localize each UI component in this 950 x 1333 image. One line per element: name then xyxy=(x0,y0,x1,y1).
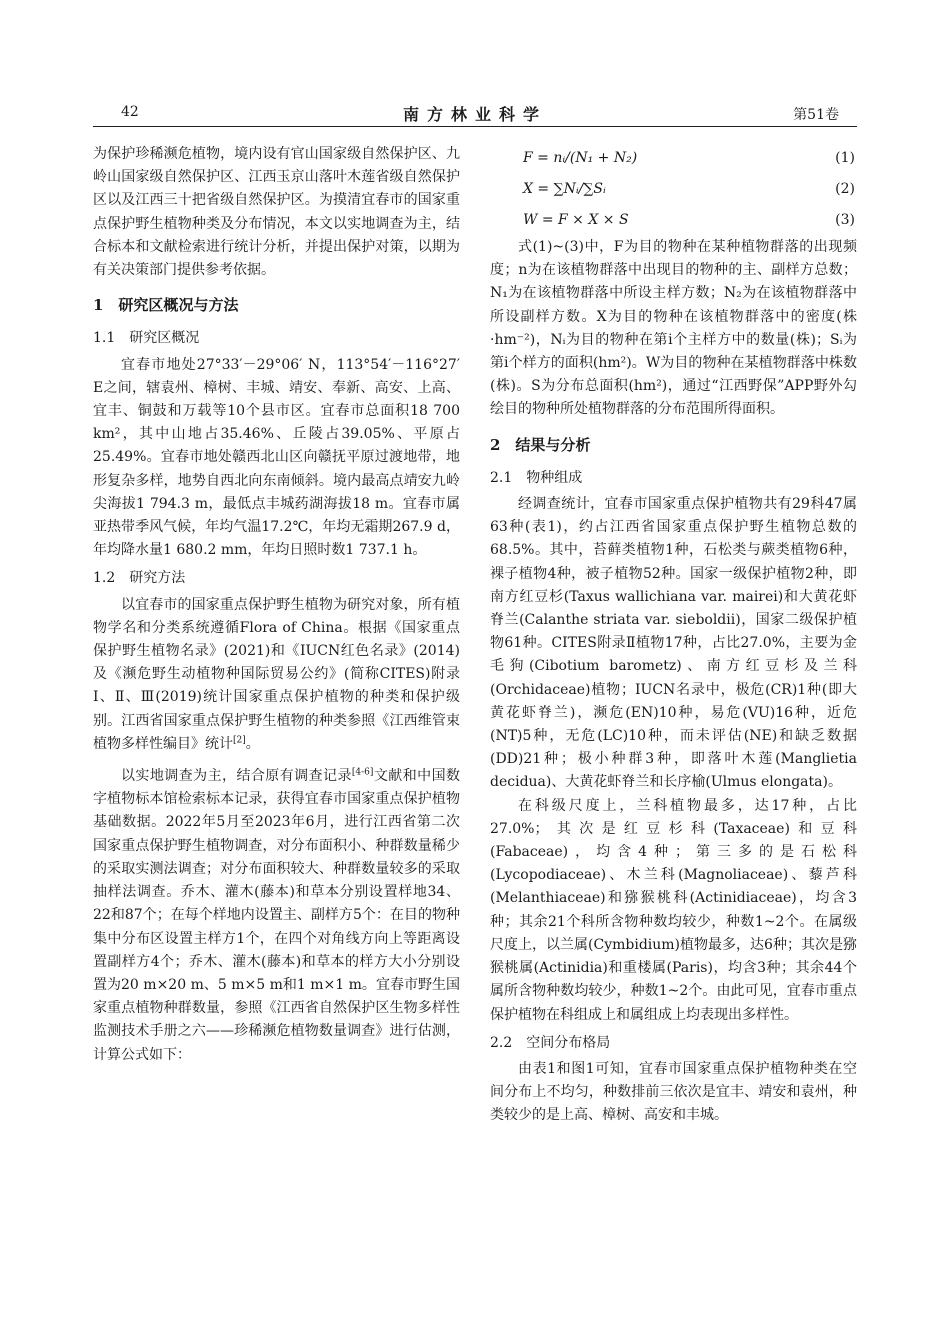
equation-number: (2) xyxy=(835,181,855,197)
section-1-2-heading: 1.2 研究方法 xyxy=(93,570,186,587)
section-1-1-heading: 1.1 研究区概况 xyxy=(93,330,200,347)
methods-p1-end: 。 xyxy=(245,735,260,752)
equation-formula: X = ∑Nᵢ/∑Sᵢ xyxy=(523,181,606,197)
equation-3 xyxy=(490,205,857,236)
left-column xyxy=(93,143,460,1067)
methods-p1-text: 以宜春市的国家重点保护野生植物为研究对象，所有植物学名和分类系统遵循Flora of China。根据《国家重点保护野生植物名录》(2021)和《IUCN红色名录》(2014)及《濒危野生动植物种国际贸易公约》(简称CITES)附录Ⅰ、Ⅱ、Ⅲ(2019)统计国家重点保护植物的种类和保护级别。江西省国家重点保护野生植物的种类参照《江西维管束植物多样性编目》统计 xyxy=(93,596,460,752)
equation-formula: W = F × X × S xyxy=(523,212,629,228)
equation-number: (1) xyxy=(835,150,855,166)
section-2-2-heading: 2.2 空间分布格局 xyxy=(490,1034,611,1051)
methods-p2-rest: 文献和中国数字植物标本馆检索标本记录，获得宜春市国家重点保护植物基础数据。2022年5月至2023年6月，进行江西省第二次国家重点保护野生植物调查，对分布面积小、种群数量稀少的采取实测法调查；对分布面积较大、种群数量较多的采取抽样法调查。乔木、灌木(藤本)和草本分别设置样地34、22和87个；在每个样地内设置主、副样方5个：在目的物种集中分布区设置主样方1个，在四个对角线方向上等距离设置副样方4个；乔木、灌木(藤本)和草本的样方大小分别设置为20 m×20 m、5 m×5 m和1 m×1 m。宜春市野生国家重点植物种群数量，参照《江西省自然保护区生物多样性监测技术手册之六——珍稀濒危植物数量调查》进行估测，计算公式如下： xyxy=(93,768,461,1063)
citation-ref[interactable]: [4-6] xyxy=(351,767,374,778)
spatial-distribution-paragraph: 由表1和图1可知，宜春市国家重点保护植物种类在空间分布上不均匀，种数排前三依次是宜丰、靖安和袁州，种类较少的是上高、樟树、高安和丰城。 xyxy=(490,1060,857,1124)
intro-paragraph: 为保护珍稀濒危植物，境内设有官山国家级自然保护区、九岭山国家级自然保护区、江西玉京山落叶木莲省级自然保护区以及江西三十把省级自然保护区。为摸清宜春市的国家重点保护野生植物种类及分布情况，本文以实地调查为主，结合标本和文献检索进行统计分析，并提出保护对策，以期为有关决策部门提供参考依据。 xyxy=(93,146,460,279)
journal-title: 南方林业科学 xyxy=(402,105,547,124)
section-1-heading: 1 研究区概况与方法 xyxy=(93,296,239,315)
right-column xyxy=(490,143,857,1128)
methods-paragraph-1 xyxy=(93,594,460,756)
equation-explanation: 式(1)~(3)中，F为目的物种在某种植物群落的出现频度；n为在该植物群落中出现目的物种的主、副样方总数；N₁为在该植物群落中所设主样方数；N₂为在该植物群落中所设副样方数。X为目的物种在该植物群落中的密度(株·hm⁻²)，Nᵢ为目的物种在第i个主样方中的数量(株)；Sᵢ为第i个样方的面积(hm²)。W为目的物种在某植物群落中株数(株)。S为分布总面积(hm²)，通过“江西野保”APP野外勾绘目的物种所处植物群落的分布范围所得面积。 xyxy=(490,239,857,418)
species-composition-paragraph-2: 在科级尺度上，兰科植物最多，达17种，占比27.0%；其次是红豆杉科(Taxaceae)和豆科(Fabaceae)，均含4种；第三多的是石松科(Lycopodiaceae)、木兰科(Magnoliaceae)、藜芦科(Melanthiaceae)和猕猴桃科(Actinidiaceae)，均含3种；其余21个科所含物种数均较少，种数1~2个。在属级尺度上，以兰属(Cymbidium)植物最多，达6种；其次是猕猴桃属(Actinidia)和重楼属(Paris)，均含3种；其余44个属所含物种数均较少，种数1~2个。由此可见，宜春市重点保护植物在科组成上和属组成上均表现出多样性。 xyxy=(490,797,857,1023)
methods-p2-start: 以实地调查为主，结合原有调查记录 xyxy=(121,768,352,785)
equation-2 xyxy=(490,174,857,205)
species-composition-paragraph-1: 经调查统计，宜春市国家重点保护植物共有29科47属63种(表1)，约占江西省国家重点保护野生植物总数的68.5%。其中，苔藓类植物1种，石松类与蕨类植物6种，裸子植物4种，被子植物52种。国家一级保护植物2种，即南方红豆杉(Taxus wallichiana var. mairei)和大黄花虾脊兰(Calanthe striata var. sieboldii)，国家二级保护植物61种。CITES附录Ⅱ植物17种，占比27.0%，主要为金毛狗(Cibotium barometz)、南方红豆杉及兰科(Orchidaceae)植物；IUCN名录中，极危(CR)1种(即大黄花虾脊兰)，濒危(EN)10种，易危(VU)16种，近危(NT)5种，无危(LC)10种，而未评估(NE)和缺乏数据(DD)21种；极小种群3种，即落叶木莲(Manglietia decidua)、大黄花虾脊兰和长序榆(Ulmus elongata)。 xyxy=(490,496,857,791)
page-header xyxy=(93,100,857,128)
equation-formula: F = nᵢ/(N₁ + N₂) xyxy=(523,150,638,166)
section-2-heading: 2 结果与分析 xyxy=(490,435,591,454)
equation-number: (3) xyxy=(835,212,855,228)
page-number: 42 xyxy=(121,104,139,120)
header-rule xyxy=(93,126,857,127)
equation-1 xyxy=(490,143,857,174)
section-2-1-heading: 2.1 物种组成 xyxy=(490,469,583,486)
study-area-paragraph: 宜春市地处27°33′－29°06′ N，113°54′－116°27′ E之间，辖袁州、樟树、丰城、靖安、奉新、高安、上高、宜丰、铜鼓和万载等10个县市区。宜春市总面积18 700 km²，其中山地占35.46%、丘陵占39.05%、平原占25.49%。宜春市地处赣西北山区向赣抚平原过渡地带，地形复杂多样，地势自西北向东南倾斜。境内最高点靖安九岭尖海拔1 794.3 m，最低点丰城药湖海拔18 m。宜春市属亚热带季风气候，年均气温17.2℃，年均无霜期267.9 d，年均降水量1 680.2 mm，年均日照时数1 737.1 h。 xyxy=(93,356,460,559)
methods-paragraph-2 xyxy=(93,765,460,1067)
volume-label: 第51卷 xyxy=(793,107,839,123)
citation-ref[interactable]: [2] xyxy=(233,735,246,746)
